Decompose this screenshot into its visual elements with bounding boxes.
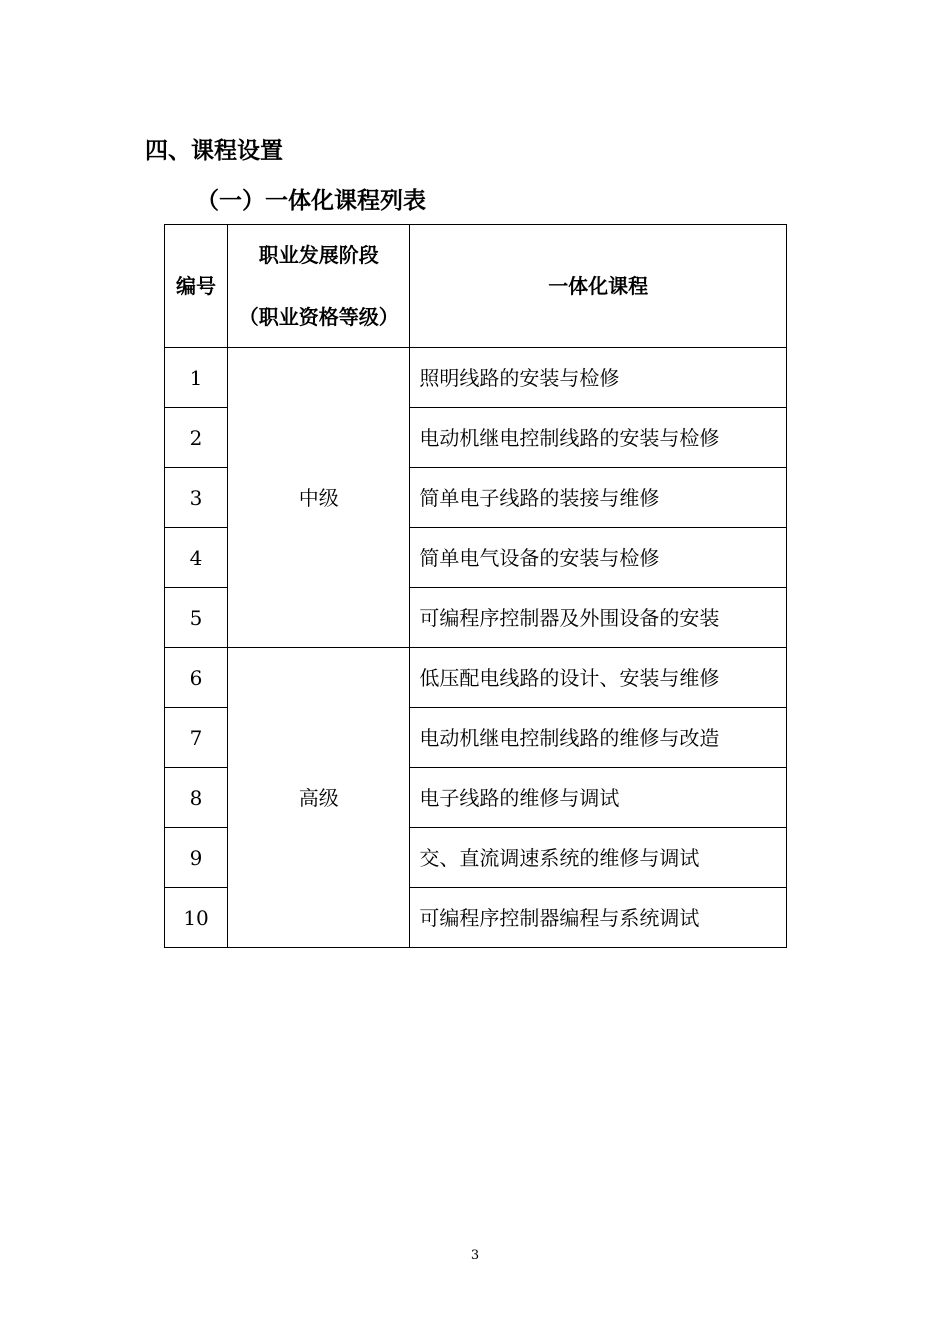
row-number: 3 bbox=[165, 468, 228, 528]
row-number: 10 bbox=[165, 888, 228, 948]
header-stage bbox=[228, 225, 410, 348]
page-number: 3 bbox=[470, 1248, 480, 1263]
table-row bbox=[165, 348, 787, 408]
header-course: 一体化课程 bbox=[410, 225, 787, 348]
row-number: 5 bbox=[165, 588, 228, 648]
course-name: 电动机继电控制线路的维修与改造 bbox=[410, 708, 787, 768]
header-no: 编号 bbox=[165, 225, 228, 348]
course-name: 简单电气设备的安装与检修 bbox=[410, 528, 787, 588]
section-title: 四、课程设置 bbox=[145, 138, 283, 164]
row-number: 7 bbox=[165, 708, 228, 768]
row-number: 2 bbox=[165, 408, 228, 468]
header-stage-line2: （职业资格等级） bbox=[238, 305, 399, 329]
row-number: 1 bbox=[165, 348, 228, 408]
stage-cell: 中级 bbox=[228, 348, 410, 648]
course-name: 电动机继电控制线路的安装与检修 bbox=[410, 408, 787, 468]
row-number: 9 bbox=[165, 828, 228, 888]
course-name: 电子线路的维修与调试 bbox=[410, 768, 787, 828]
row-number: 4 bbox=[165, 528, 228, 588]
table-row bbox=[165, 648, 787, 708]
table-header-row bbox=[165, 225, 787, 348]
subsection-title: （一）一体化课程列表 bbox=[196, 188, 426, 214]
course-name: 交、直流调速系统的维修与调试 bbox=[410, 828, 787, 888]
course-table bbox=[164, 224, 787, 948]
course-name: 可编程序控制器及外围设备的安装 bbox=[410, 588, 787, 648]
row-number: 8 bbox=[165, 768, 228, 828]
course-name: 低压配电线路的设计、安装与维修 bbox=[410, 648, 787, 708]
course-name: 照明线路的安装与检修 bbox=[410, 348, 787, 408]
course-name: 可编程序控制器编程与系统调试 bbox=[410, 888, 787, 948]
stage-cell: 高级 bbox=[228, 648, 410, 948]
course-name: 简单电子线路的装接与维修 bbox=[410, 468, 787, 528]
row-number: 6 bbox=[165, 648, 228, 708]
header-stage-line1: 职业发展阶段 bbox=[258, 243, 379, 267]
